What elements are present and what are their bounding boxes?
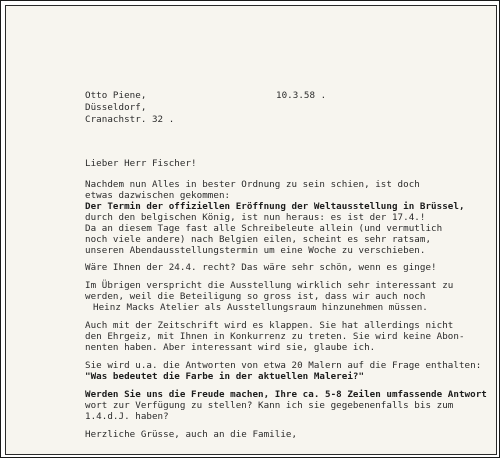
paragraph-6-line: 1.4.d.J. haben? <box>85 411 169 422</box>
paragraph-4-line: nenten haben. Aber interessant wird sie, glaube ich. <box>85 342 376 353</box>
paragraph-6-line: Werden Sie uns die Freude machen, Ihre ca. 5-8 Zeilen umfassende Antwort <box>85 389 487 400</box>
paragraph-3-line: Im Übrigen verspricht die Ausstellung wirklich sehr interessant zu <box>85 280 454 291</box>
paragraph-6-line: wort zur Verfügung zu stellen? Kann ich sie gegebenenfalls bis zum <box>85 400 454 411</box>
paragraph-1-line: unseren Abendausstellungstermin um eine Woche zu verschieben. <box>85 245 426 256</box>
paragraph-4-line: Auch mit der Zeitschrift wird es klappen. Sie hat allerdings nicht <box>85 320 454 331</box>
paragraph-2: Wäre Ihnen der 24.4. recht? Das wäre sehr schön, wenn es ginge! <box>85 262 437 273</box>
paragraph-1-line: Der Termin der offiziellen Eröffnung der Weltausstellung in Brüssel, <box>85 201 465 212</box>
paragraph-1-line: Da an diesem Tage fast alle Schreibeleute allein (und vermutlich <box>85 223 443 234</box>
paragraph-5-line: "Was bedeutet die Farbe in der aktuellen Malerei?" <box>85 371 365 382</box>
paragraph-1-line: durch den belgischen König, ist nun heraus: es ist der 17.4.! <box>85 212 426 223</box>
paragraph-1-line: Nachdem nun Alles in bester Ordnung zu sein schien, ist doch <box>85 179 420 190</box>
salutation: Lieber Herr Fischer! <box>85 158 197 169</box>
paragraph-1-line: noch viele andere) nach Belgien eilen, scheint es sehr ratsam, <box>85 234 432 245</box>
letter-date: 10.3.58 . <box>276 90 327 101</box>
paragraph-1-line: etwas dazwischen gekommen: <box>85 190 231 201</box>
paragraph-4-line: den Ehrgeiz, mit Ihnen in Konkurrenz zu treten. Sie wird keine Abon- <box>85 331 465 342</box>
letter-page <box>5 5 497 455</box>
paragraph-3-line: Heinz Macks Atelier als Ausstellungsraum hinzunehmen müssen. <box>93 302 428 313</box>
sender-street: Cranachstr. 32 . <box>85 114 175 125</box>
paragraph-5-line: Sie wird u.a. die Antworten von etwa 20 Malern auf die Frage enthalten: <box>85 360 482 371</box>
paragraph-3-line: werden, weil die Beteiligung so gross ist, dass wir auch noch <box>85 291 426 302</box>
sender-city: Düsseldorf, <box>85 102 147 113</box>
closing: Herzliche Grüsse, auch an die Familie, <box>85 429 298 440</box>
sender-name: Otto Piene, <box>85 90 147 101</box>
